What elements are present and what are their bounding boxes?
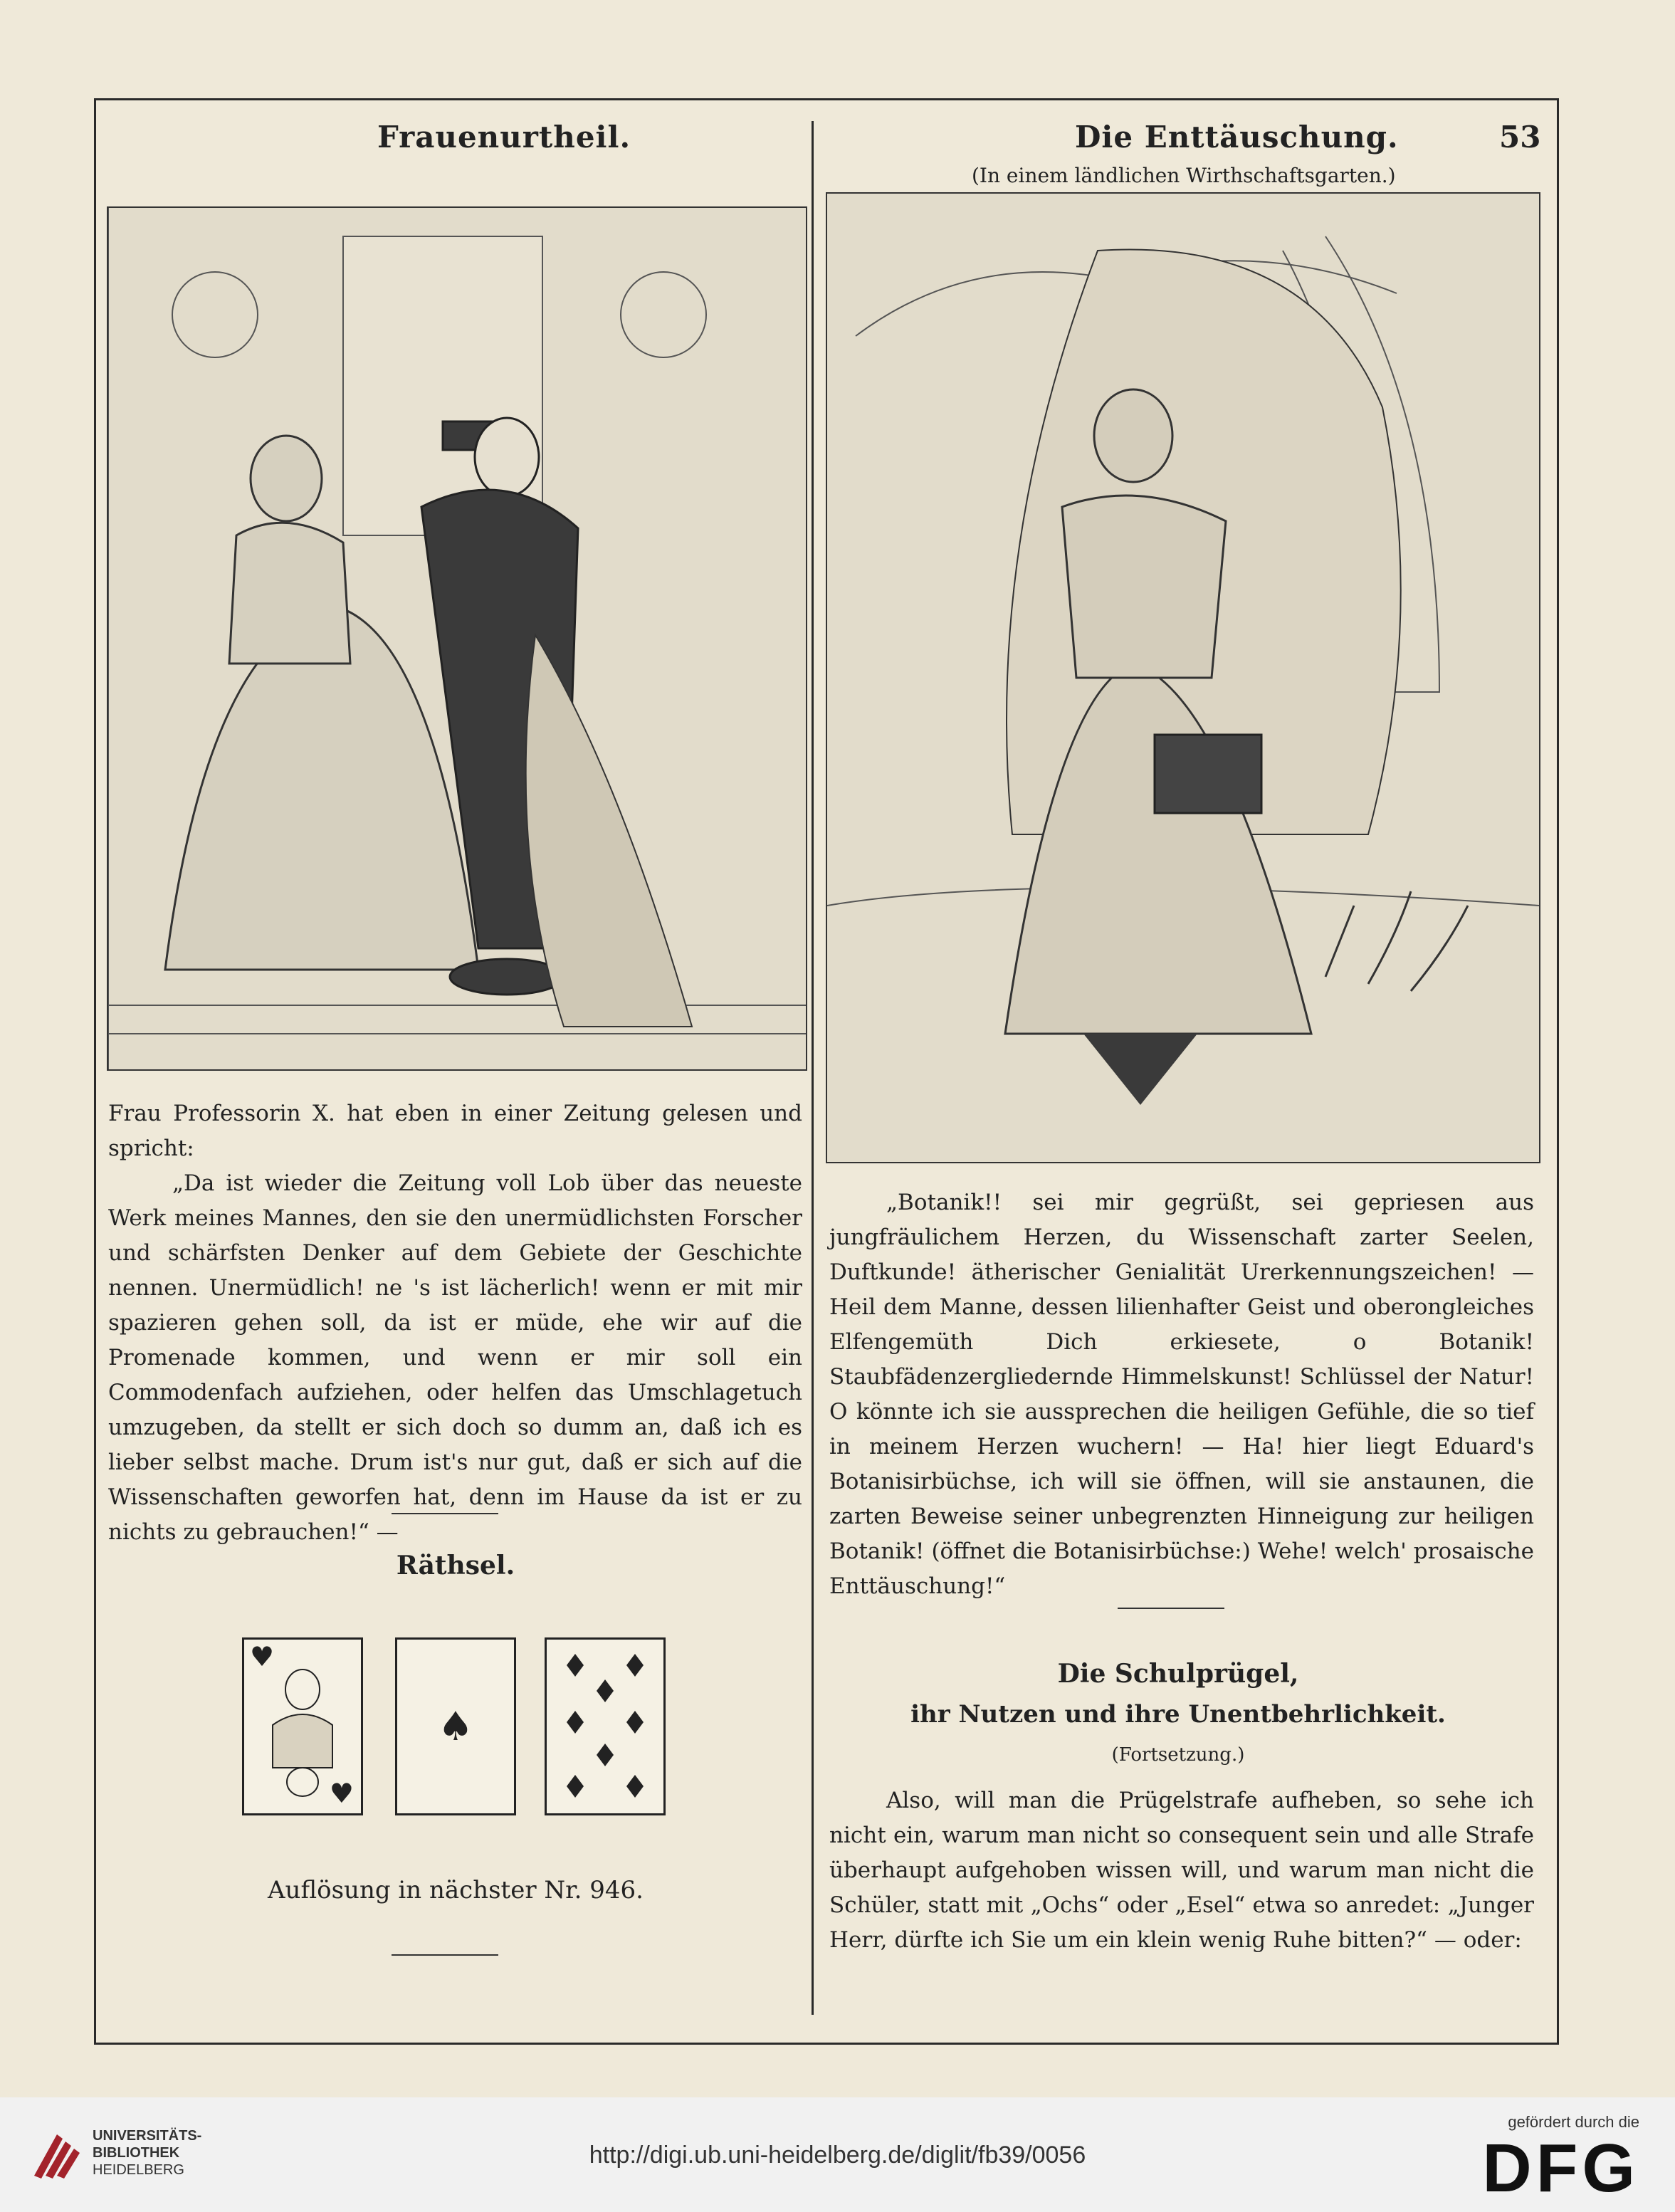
separator-rule — [1118, 1608, 1224, 1609]
right-quote: „Botanik!! sei mir gegrüßt, sei gepriesen aus jungfräulichem Herzen, du Wissenschaft zarter Seelen, Duftkunde! ätherischer Genialität Urerkennungszeichen! — Heil dem Manne, dessen lilienhafter Geist und oberongleiches Elfengemüth Dich erkiesete, o Botanik! Staubfädenzergliedernde Himmelskunst! Schlüssel der Natur! O könnte ich sie aussprechen die heiligen Gefühle, die so tief in meinem Herzen wuchern! — Ha! hier liegt Eduard's Botanisirbüchse, ich will sie öffnen, will sie anstaunen, die zarten Beweise seiner unbegrenzten Hinneigung zur heiligen Botanik! (öffnet die Botanisirbüchse:) Wehe! welch' prosaische Enttäuschung!“ — [829, 1190, 1534, 1599]
separator-rule — [392, 1954, 498, 1956]
column-divider — [812, 121, 814, 2015]
page-number: 53 — [1499, 120, 1541, 154]
article-text: Also, will man die Prügelstrafe aufheben, so sehe ich nicht ein, warum man nicht so consequent sein und alle Strafe überhaupt aufgehoben wissen will, und warum man nicht die Schüler, statt mit „Ochs“ oder „Esel“ etwa so anredet: „Junger Herr, dürfte ich Sie um ein klein wenig Ruhe bitten?“ — oder: — [829, 1788, 1534, 1953]
left-caption — [108, 1096, 802, 1550]
library-name-line: BIBLIOTHEK — [93, 2145, 180, 2161]
card-ace-of-spades — [395, 1637, 516, 1815]
article-body — [829, 1783, 1534, 1958]
spade-icon: ♠ — [437, 1704, 474, 1750]
left-title: Frauenurtheil. — [377, 120, 631, 154]
heart-icon: ♥ — [329, 1778, 354, 1809]
right-subtitle: (In einem ländlichen Wirthschaftsgarten.) — [972, 164, 1396, 187]
right-title: Die Enttäuschung. — [1075, 120, 1399, 154]
riddle-solution: Auflösung in nächster Nr. 946. — [268, 1876, 644, 1904]
library-name-line: HEIDELBERG — [93, 2162, 184, 2178]
illustration-botany-lady — [826, 192, 1540, 1163]
article-title: Die Schulprügel, — [1057, 1659, 1299, 1689]
caption-intro: Frau Professorin X. hat eben in einer Zeitung gelesen und spricht: — [108, 1101, 802, 1161]
dfg-logo: DFG — [1482, 2130, 1639, 2206]
left-quote: „Da ist wieder die Zeitung voll Lob über das neueste Werk meines Mannes, den sie den unermüdlichsten Forscher und schärfsten Denker auf dem Gebiete der Geschichte nennen. Unermüdlich! ne 's ist lächerlich! wenn er mit mir spazieren gehen soll, da ist er müde, ehe wir auf die Promenade kommen, und wenn er mir soll ein Commodenfach aufziehen, oder helfen das Umschlagetuch umzugeben, da stellt er sich doch so dumm an, daß ich es lieber selbst mache. Drum ist's nur gut, daß er sich auf die Wissenschaften geworfen hat, denn im Hause da ist er zu nichts zu gebrauchen!“ — — [108, 1170, 802, 1545]
library-name-line: UNIVERSITÄTS- — [93, 2128, 202, 2144]
card-eight-of-diamonds — [545, 1637, 666, 1815]
card-queen-of-hearts — [242, 1637, 363, 1815]
illustration-professor-couple — [107, 206, 807, 1071]
heart-icon: ♥ — [250, 1641, 275, 1672]
riddle-title: Räthsel. — [396, 1551, 515, 1581]
right-quote-block — [829, 1185, 1534, 1604]
article-note: (Fortsetzung.) — [1111, 1744, 1245, 1766]
viewer-footer — [0, 2097, 1675, 2212]
source-url-link[interactable]: http://digi.ub.uni-heidelberg.de/diglit/fb39/0056 — [589, 2142, 1086, 2169]
separator-rule — [392, 1513, 498, 1514]
article-subtitle: ihr Nutzen und ihre Unentbehrlichkeit. — [910, 1700, 1446, 1729]
funded-by-label: gefördert durch die — [1508, 2113, 1639, 2131]
diamond-icon — [547, 1640, 663, 1813]
